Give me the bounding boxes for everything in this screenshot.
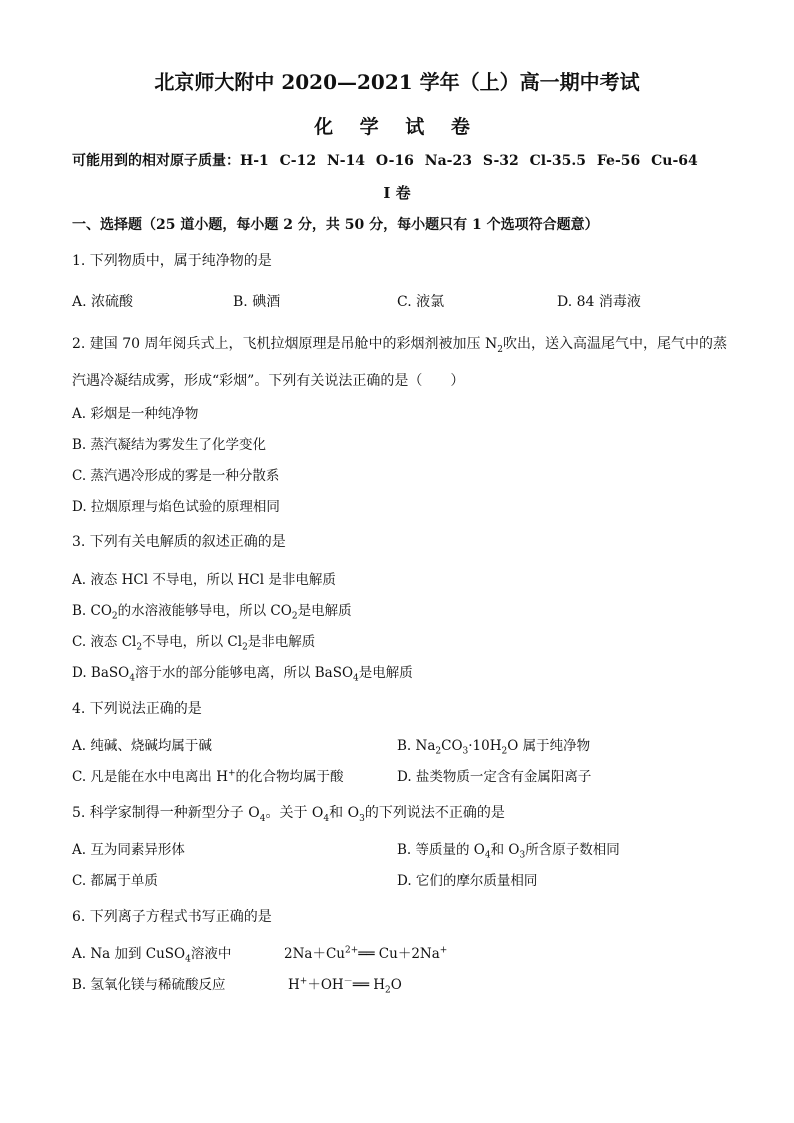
q1-option-b: B. 碘酒 xyxy=(233,294,281,310)
q1-option-a: A. 浓硫酸 xyxy=(72,294,134,310)
q6-stem: 6. 下列离子方程式书写正确的是 xyxy=(72,909,272,925)
q5-option-d: D. 它们的摩尔质量相同 xyxy=(397,873,538,889)
q3-stem: 3. 下列有关电解质的叙述正确的是 xyxy=(72,534,286,550)
q2-stem-line2: 汽遇冷凝结成雾，形成“彩烟”。下列有关说法正确的是（ ） xyxy=(72,373,465,389)
q4-option-b: B. $Na_2CO_3\cdot 10H_2O$ 属于纯净物 xyxy=(397,738,591,757)
exam-title: 北京师大附中 2020—2021 学年（上）高一期中考试 xyxy=(154,70,640,94)
q1-option-d: D. 84 消毒液 xyxy=(557,294,641,310)
exam-subtitle: 化 学 试 卷 xyxy=(314,116,480,138)
q5-option-a: A. 互为同素异形体 xyxy=(72,842,185,858)
q2-option-d: D. 拉烟原理与焰色试验的原理相同 xyxy=(72,499,280,515)
q4-option-a: A. 纯碱、烧碱均属于碱 xyxy=(72,738,212,754)
q5-option-b: B. 等质量的 $O_4$和 $O_3$所含原子数相同 xyxy=(397,842,620,861)
q6-option-a-equation: $2Na+Cu^{2+}══$ Cu＋2Na+ xyxy=(284,945,448,962)
q6-option-a: A. Na 加到 CuSO$_4$溶液中 xyxy=(72,946,232,965)
q5-option-c: C. 都属于单质 xyxy=(72,873,158,889)
q1-option-c: C. 液氯 xyxy=(397,294,445,310)
q3-option-c: C. 液态 $Cl_2$不导电，所以 $Cl_2$是非电解质 xyxy=(72,634,316,653)
q4-option-c: C. 凡是能在水中电离出 H+的化合物均属于酸 xyxy=(72,768,344,785)
q2-stem: 2. 建国 70 周年阅兵式上，飞机拉烟原理是吊舱中的彩烟剂被加压 $N_2$吹出，送入高温尾气中，尾气中的蒸 xyxy=(72,336,727,355)
q3-option-b: B. $CO_2$的水溶液能够导电，所以 $CO_2$是电解质 xyxy=(72,603,352,622)
q6-option-b-equation: H+＋OH－══ $H_2O$ xyxy=(288,976,402,996)
q4-option-d: D. 盐类物质一定含有金属阳离子 xyxy=(397,769,592,785)
q4-stem: 4. 下列说法正确的是 xyxy=(72,701,202,717)
q3-option-a: A. 液态 HCl 不导电，所以 HCl 是非电解质 xyxy=(72,572,336,588)
q2-option-b: B. 蒸汽凝结为雾发生了化学变化 xyxy=(72,437,267,453)
q1-stem: 1. 下列物质中，属于纯净物的是 xyxy=(72,253,272,269)
q3-option-d: D. BaSO$_4$溶于水的部分能够电离，所以 BaSO$_4$是电解质 xyxy=(72,665,413,684)
section-heading: 一、选择题（25 道小题，每小题 2 分，共 50 分，每小题只有 1 个选项符合题意） xyxy=(72,217,599,233)
atomic-masses: 可能用到的相对原子质量：H-1 C-12 N-14 O-16 Na-23 S-32 Cl-35.5 Fe-56 Cu-64 xyxy=(72,153,698,169)
q6-option-b: B. 氢氧化镁与稀硫酸反应 xyxy=(72,977,226,993)
q2-option-c: C. 蒸汽遇冷形成的雾是一种分散系 xyxy=(72,468,280,484)
q5-stem: 5. 科学家制得一种新型分子 $O_4$。关于 $O_4$和 $O_3$的下列说法不正确的是 xyxy=(72,805,505,824)
volume-label: I 卷 xyxy=(383,184,411,202)
q2-option-a: A. 彩烟是一种纯净物 xyxy=(72,406,199,422)
